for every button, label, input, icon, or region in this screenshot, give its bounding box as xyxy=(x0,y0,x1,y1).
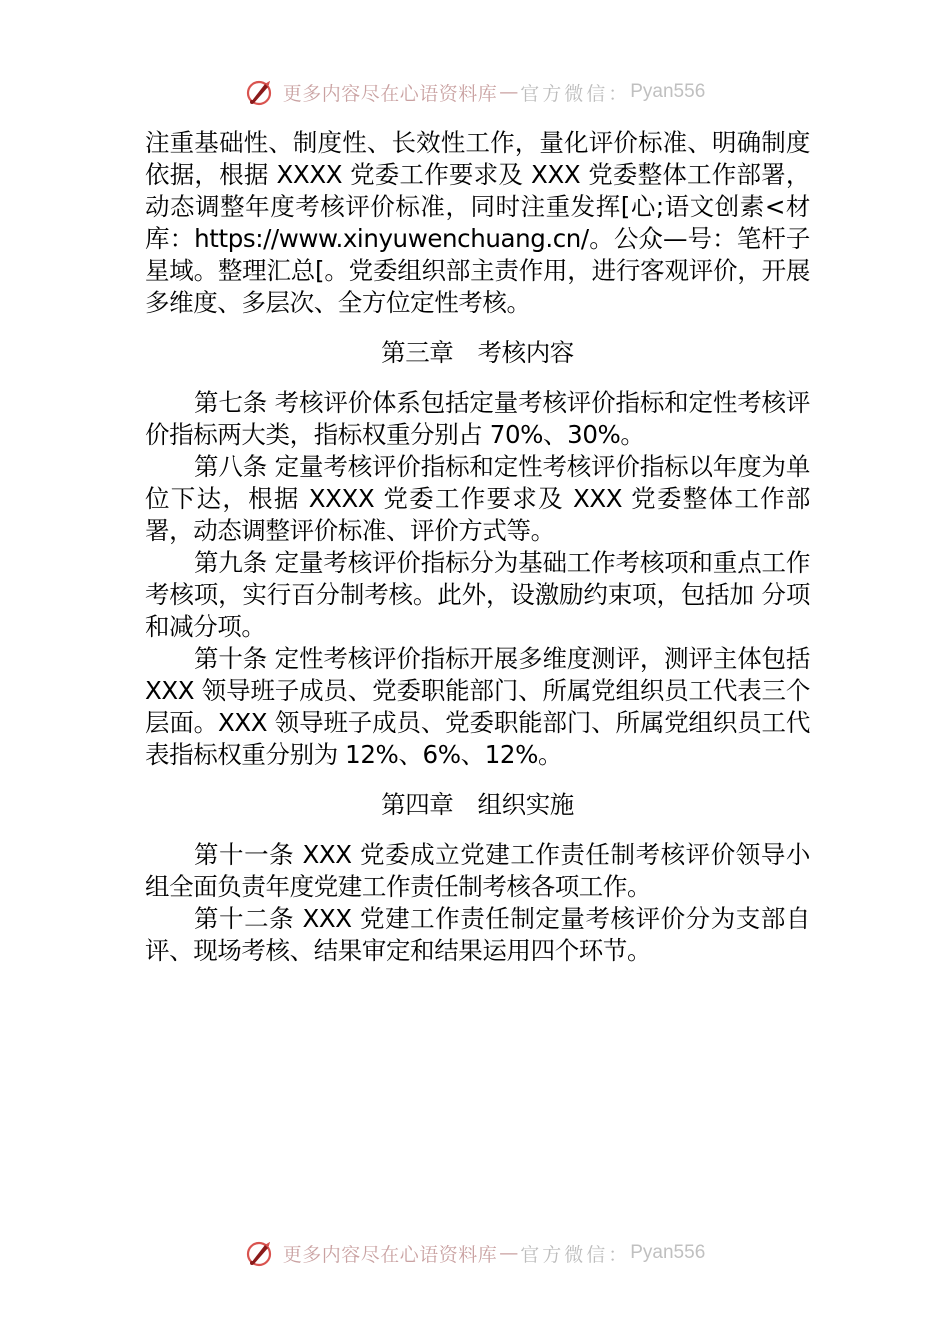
banner-wechat-id: Pyan556 xyxy=(630,1242,706,1263)
article-7: 第七条 考核评价体系包括定量考核评价指标和定性考核评价指标两大类，指标权重分别占 70%、30%。 xyxy=(145,388,810,449)
banner-site-name: 更多内容尽在心语资料库 xyxy=(282,82,498,105)
article-11: 第十一条 XXX 党委成立党建工作责任制考核评价领导小组全面负责年度党建工作责任制考核各项工作。 xyxy=(145,840,810,901)
quill-pen-circle-icon xyxy=(245,1237,277,1269)
chapter-4-heading: 第四章 组织实施 xyxy=(381,790,574,819)
quill-pen-circle-icon xyxy=(245,76,277,108)
banner-wechat-id: Pyan556 xyxy=(630,81,706,102)
article-9: 第九条 定量考核评价指标分为基础工作考核项和重点工作考核项，实行百分制考核。此外，设激励约束项，包括加 分项和减分项。 xyxy=(145,548,810,641)
article-8: 第八条 定量考核评价指标和定性考核评价指标以年度为单位下达，根据 XXXX 党委工作要求及 XXX 党委整体工作部署，动态调整评价标准、评价方式等。 xyxy=(145,452,810,545)
banner-dash: — xyxy=(499,81,519,103)
banner-dash: — xyxy=(499,1242,519,1264)
intro-paragraph: 注重基础性、制度性、长效性工作，量化评价标准、明确制度依据，根据 XXXX 党委工作要求及 XXX 党委整体工作部署， 动态调整年度考核评价标准，同时注重发挥[心;语文创素<材库：https://www.xinyuwenchuang.cn/。公众—号：笔杆子星域。整理汇总[。党委组织部主责作用，进行客观评价，开展多维度、多层次、全方位定性考核。 xyxy=(145,128,810,317)
banner-site-name: 更多内容尽在心语资料库 xyxy=(282,1243,498,1266)
chapter-3-heading: 第三章 考核内容 xyxy=(381,338,574,367)
header-watermark-banner xyxy=(0,72,950,112)
footer-watermark-banner xyxy=(0,1233,950,1273)
document-body xyxy=(145,127,810,967)
article-10: 第十条 定性考核评价指标开展多维度测评，测评主体包括 XXX 领导班子成员、党委职能部门、所属党组织员工代表三个层面。XXX 领导班子成员、党委职能部门、所属党组织员工代表指标权重分别为 12%、6%、12%。 xyxy=(145,644,810,769)
article-12: 第十二条 XXX 党建工作责任制定量考核评价分为支部自评、现场考核、结果审定和结果运用四个环节。 xyxy=(145,904,810,965)
banner-wechat-label: 官方微信： xyxy=(520,1243,631,1266)
banner-wechat-label: 官方微信： xyxy=(520,82,631,105)
